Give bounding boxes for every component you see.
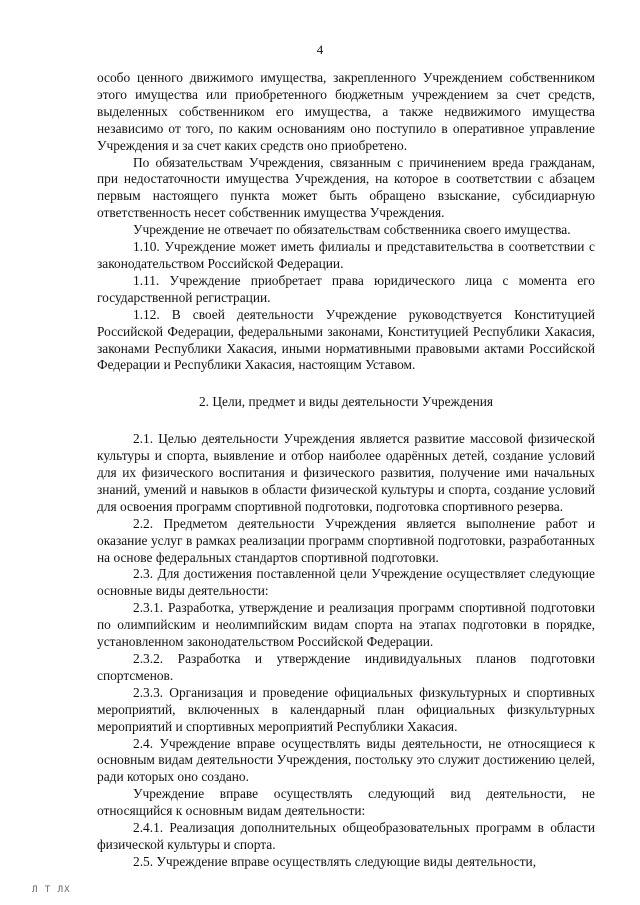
paragraph: Учреждение не отвечает по обязательствам собственника своего имущества. — [133, 222, 571, 238]
paragraph: 2.5. Учреждение вправе осуществлять следующие виды деятельности, — [133, 853, 537, 869]
paragraph: Учреждение вправе осуществлять следующий вид деятельности, не относящийся к основным видам деятельности: — [97, 786, 595, 819]
footer-mark: Л Т ЛХ — [32, 885, 71, 895]
paragraph: 2.3. Для достижения поставленной цели Учреждение осуществляет следующие основные виды деятельности: — [97, 566, 595, 599]
paragraph: 1.12. В своей деятельности Учреждение руководствуется Конституцией Российской Федерации, федеральными законами, Конституцией Республики Хакасия, законами Республики Хакасия, иными нормативными правовыми актами Российской Федерации и Республики Хакасия, настоящим Уставом. — [97, 306, 595, 373]
paragraph: 2.3.3. Организация и проведение официальных физкультурных и спортивных мероприятий, включенных в календарный план официальных физкультурных мероприятий и спортивных мероприятий Республики Хакасия. — [97, 684, 595, 734]
paragraph: 2.4. Учреждение вправе осуществлять виды деятельности, не относящиеся к основным видам деятельности Учреждения, постольку это служит достижению целей, ради которых оно создано. — [97, 735, 595, 785]
page-number: 4 — [316, 42, 324, 57]
paragraph: 2.1. Целью деятельности Учреждения является развитие массовой физической культуры и спорта, выявление и отбор наиболее одарённых детей, создание условий для их физического воспитания и физического развития, получение ими начальных знаний, умений и навыков в области физической культуры и спорта, создание условий для освоения программ спортивной подготовки, подготовка спортивного резерва. — [97, 431, 595, 514]
paragraph: По обязательствам Учреждения, связанным с причинением вреда гражданам, при недостаточности имущества Учреждения, на которое в соответствии с абзацем первым настоящего пункта может быть обращено взыскание, субсидиарную ответственность несет собственник имущества Учреждения. — [97, 154, 595, 221]
paragraph: 1.10. Учреждение может иметь филиалы и представительства в соответствии с законодательством Российской Федерации. — [97, 239, 595, 271]
document-body — [97, 70, 595, 871]
paragraph: 2.3.1. Разработка, утверждение и реализация программ спортивной подготовки по олимпийским и неолимпийским видам спорта на этапах подготовки в порядке, установленном законодательством Российской Федерации. — [97, 600, 595, 650]
section-heading: 2. Цели, предмет и виды деятельности Учреждения — [198, 394, 494, 410]
paragraph: 2.3.2. Разработка и утверждение индивидуальных планов подготовки спортсменов. — [97, 651, 595, 683]
paragraph: 1.11. Учреждение приобретает права юридического лица с момента его государственной регистрации. — [97, 272, 595, 305]
paragraph: 2.4.1. Реализация дополнительных общеобразовательных программ в области физической культуры и спорта. — [97, 820, 595, 852]
paragraph: особо ценного движимого имущества, закрепленного Учреждением собственником этого имущества или приобретенного бюджетным учреждением за счет средств, выделенных собственником его имущества, а также недвижимого имущества независимо от того, по каким основаниям оно поступило в оперативное управление Учреждения и за счет каких средств оно приобретено. — [97, 70, 595, 153]
paragraph: 2.2. Предметом деятельности Учреждения является выполнение работ и оказание услуг в рамках реализации программ спортивной подготовки, разработанных на основе федеральных стандартов спортивной подготовки. — [97, 515, 595, 565]
